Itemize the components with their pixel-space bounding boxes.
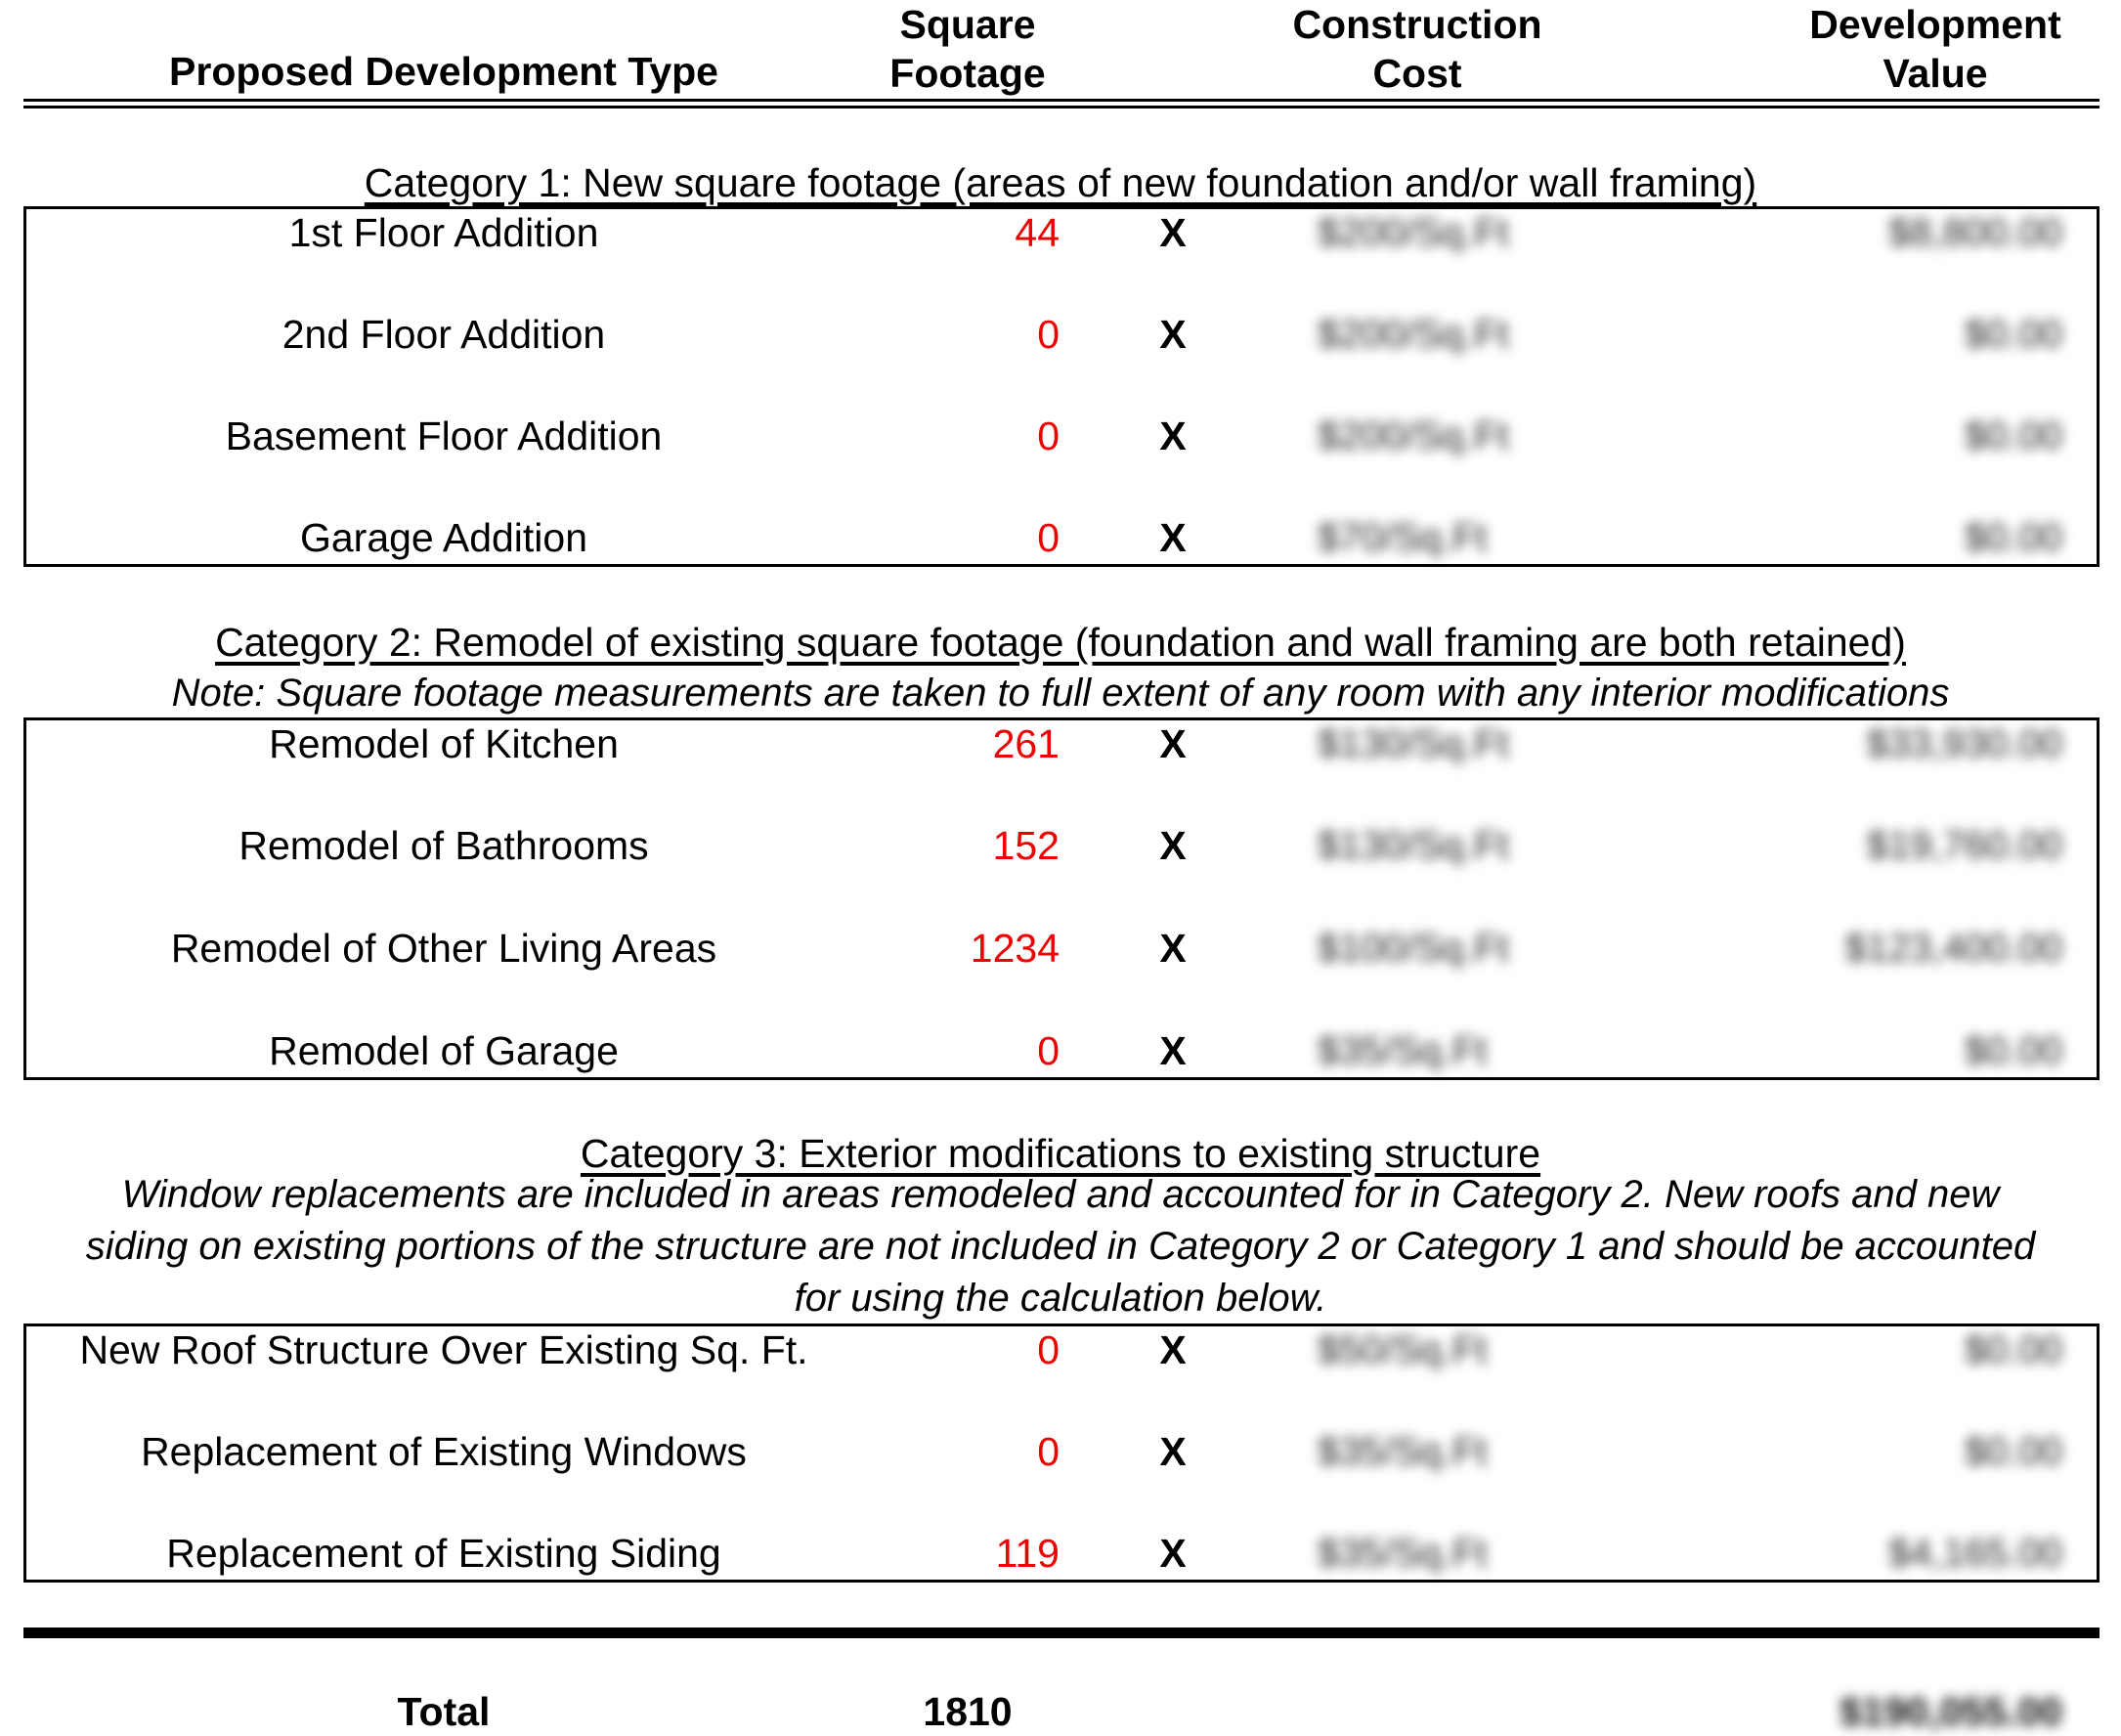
- row-label: Remodel of Other Living Areas: [170, 926, 717, 971]
- multiply-sign: X: [1159, 1028, 1187, 1073]
- row-cost: $50/Sq.Ft: [1318, 1328, 1488, 1371]
- total-sqft: 1810: [923, 1689, 1013, 1734]
- multiply-sign: X: [1159, 1429, 1187, 1474]
- row-cost: $200/Sq.Ft: [1318, 414, 1509, 457]
- row-label: New Roof Structure Over Existing Sq. Ft.: [79, 1327, 808, 1372]
- row-sqft: 0: [1037, 1028, 1060, 1073]
- category1-title: Category 1: New square footage (areas of new foundation and/or wall framing): [364, 160, 1757, 205]
- row-cost: $70/Sq.Ft: [1318, 516, 1488, 559]
- header-cost: [1222, 0, 1613, 98]
- row-label: 2nd Floor Addition: [281, 312, 606, 357]
- row-value: $33,930.00: [1866, 722, 2062, 765]
- row-sqft: 44: [1015, 210, 1060, 255]
- row-value: $0.00: [1964, 313, 2062, 356]
- row-label: Remodel of Bathrooms: [238, 823, 649, 868]
- header-value-line2: Value: [1883, 51, 1988, 96]
- row-sqft: 261: [992, 721, 1060, 766]
- multiply-sign: X: [1159, 721, 1187, 766]
- multiply-sign: X: [1159, 926, 1187, 971]
- row-cost: $35/Sq.Ft: [1318, 1532, 1488, 1575]
- row-label: Garage Addition: [299, 515, 588, 560]
- row-cost: $100/Sq.Ft: [1318, 927, 1509, 970]
- row-label: Replacement of Existing Siding: [166, 1531, 721, 1576]
- header-sqft-line2: Footage: [889, 51, 1046, 96]
- total-divider: [23, 1628, 2099, 1638]
- row-cost: $200/Sq.Ft: [1318, 211, 1509, 254]
- header-sqft-line1: Square: [899, 2, 1036, 47]
- multiply-sign: X: [1159, 1327, 1187, 1372]
- row-label: Remodel of Garage: [269, 1028, 619, 1073]
- category3-note-line2: siding on existing portions of the structure are not included in Category 2 or Category 1 and should be accounted: [85, 1225, 2036, 1268]
- row-sqft: 0: [1037, 1327, 1060, 1372]
- total-label: Total: [397, 1689, 491, 1734]
- header-value: [1750, 0, 2121, 98]
- category3-note-line1: Window replacements are included in areas remodeled and accounted for in Category 2. New roofs and new: [121, 1173, 2000, 1216]
- row-label: Replacement of Existing Windows: [141, 1429, 747, 1474]
- row-value: $8,800.00: [1888, 211, 2062, 254]
- row-cost: $35/Sq.Ft: [1318, 1430, 1488, 1473]
- category2-note: Note: Square footage measurements are taken to full extent of any room with any interior modifications: [171, 672, 1950, 715]
- category2-title: Category 2: Remodel of existing square footage (foundation and wall framing are both retained): [215, 620, 1906, 665]
- row-label: Remodel of Kitchen: [269, 721, 619, 766]
- row-sqft: 0: [1037, 312, 1060, 357]
- row-value: $123,400.00: [1844, 927, 2062, 970]
- header-divider-bottom: [23, 106, 2099, 108]
- row-sqft: 0: [1037, 1429, 1060, 1474]
- row-value: $0.00: [1964, 1430, 2062, 1473]
- header-value-line1: Development: [1809, 2, 2061, 47]
- row-value: $4,165.00: [1888, 1532, 2062, 1575]
- header-cost-line1: Construction: [1292, 2, 1542, 47]
- header-divider-top: [23, 99, 2099, 102]
- header-sqft: [841, 0, 1095, 98]
- row-value: $0.00: [1964, 516, 2062, 559]
- row-cost: $130/Sq.Ft: [1318, 824, 1509, 867]
- row-sqft: 1234: [970, 926, 1060, 971]
- row-sqft: 152: [992, 823, 1060, 868]
- row-value: $0.00: [1964, 1029, 2062, 1072]
- row-value: $19,760.00: [1866, 824, 2062, 867]
- header-type-label: Proposed Development Type: [169, 49, 718, 94]
- row-cost: $130/Sq.Ft: [1318, 722, 1509, 765]
- row-sqft: 0: [1037, 413, 1060, 458]
- header-cost-line2: Cost: [1372, 51, 1462, 96]
- row-value: $0.00: [1964, 1328, 2062, 1371]
- category3-note-line3: for using the calculation below.: [794, 1277, 1327, 1320]
- row-label: Basement Floor Addition: [225, 413, 663, 458]
- multiply-sign: X: [1159, 515, 1187, 560]
- multiply-sign: X: [1159, 823, 1187, 868]
- multiply-sign: X: [1159, 312, 1187, 357]
- category3-title: Category 3: Exterior modifications to existing structure: [580, 1131, 1541, 1176]
- row-cost: $200/Sq.Ft: [1318, 313, 1509, 356]
- row-value: $0.00: [1964, 414, 2062, 457]
- multiply-sign: X: [1159, 413, 1187, 458]
- row-cost: $35/Sq.Ft: [1318, 1029, 1488, 1072]
- multiply-sign: X: [1159, 1531, 1187, 1576]
- row-sqft: 119: [995, 1531, 1060, 1576]
- multiply-sign: X: [1159, 210, 1187, 255]
- total-value: $190,055.00: [1839, 1689, 2062, 1734]
- row-sqft: 0: [1037, 515, 1060, 560]
- row-label: 1st Floor Addition: [288, 210, 599, 255]
